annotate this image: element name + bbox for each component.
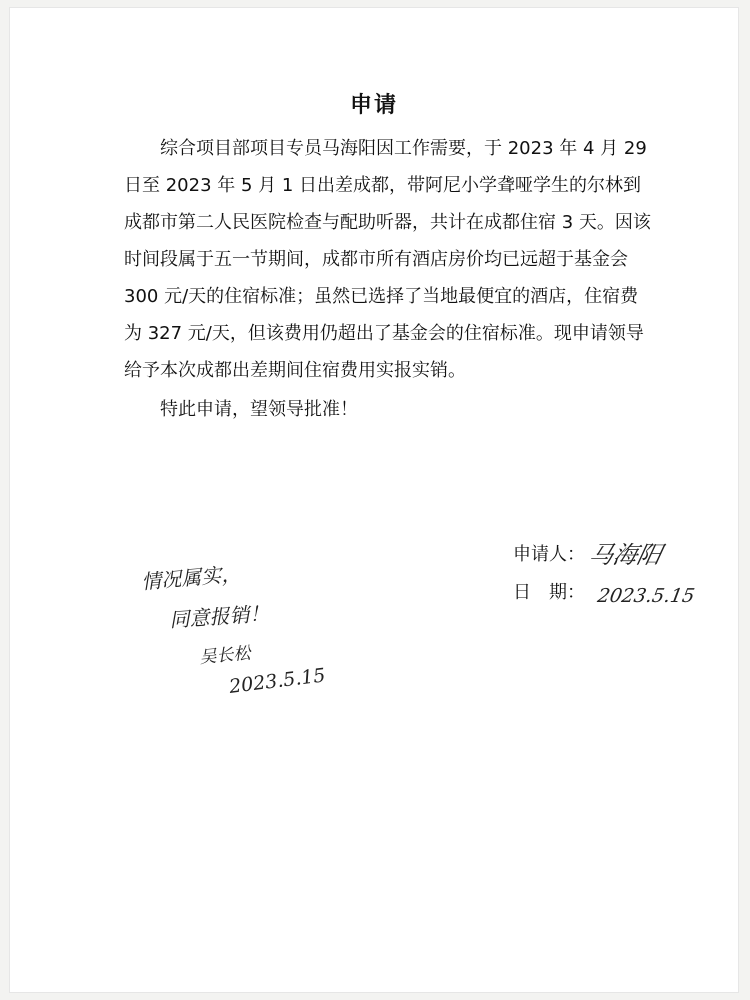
approval-line-2: 同意报销！	[168, 601, 271, 632]
date-handwritten	[595, 578, 709, 612]
document-page	[10, 8, 738, 992]
approval-date: 2023.5.15	[227, 664, 327, 698]
applicant-handwritten-signature	[586, 538, 691, 572]
signature-block	[513, 536, 697, 612]
applicant-signature-text: 马海阳	[586, 540, 665, 569]
date-handwritten-text: 2023.5.15	[595, 584, 697, 607]
document-title: 申请	[349, 93, 398, 118]
body-paragraph-closing: 特此申请，望领导批准！	[160, 399, 358, 420]
approval-line-1: 情况属实，	[140, 561, 243, 594]
applicant-row	[513, 536, 665, 574]
approval-note-graphic	[138, 553, 378, 713]
approval-signer: 吴长松	[198, 643, 252, 668]
document-body	[124, 130, 654, 428]
approval-handwritten-note	[138, 553, 378, 713]
date-row	[513, 574, 697, 612]
date-label: 日 期：	[513, 582, 585, 603]
applicant-label: 申请人：	[513, 544, 585, 565]
body-paragraph-request: 综合项目部项目专员马海阳因工作需要，于 2023 年 4 月 29 日至 2023 年 5 月 1 日出差成都，带阿尼小学聋哑学生的尔林到成都市第二人民医院检查与配助听器，共计在成都住宿 3 天。因该时间段属于五一节期间，成都市所有酒店房价均已远超于基金会 300 元/天的住宿标准；虽然已选择了当地最便宜的酒店，住宿费为 327 元/天，但该费用仍超出了基金会的住宿标准。现申请领导给予本次成都出差期间住宿费用实报实销。	[124, 138, 651, 381]
